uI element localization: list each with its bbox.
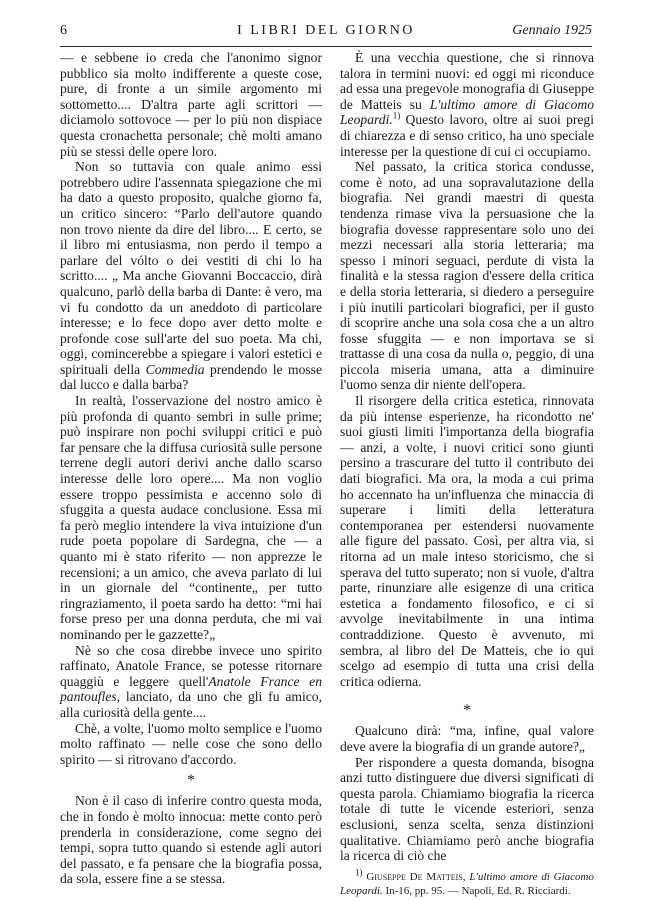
footnote-author: Giuseppe De Matteis, (366, 870, 466, 883)
section-separator: * (187, 772, 195, 790)
paragraph-text: Non so tuttavia con quale animo essi potrebbero udire l'assennata spiegazione che mi ha dato a questo proposito, qualche giorno fa, un critico sincero: “Parlo dell'autore quando non trovo niente da dire del libro.... E certo, se il libro mi entusiasma, non perdo il tempo a parlare del vólto o dei vestiti di chi lo ha scritto.... „ Ma anche Giovanni Boccaccio, dirà qualcuno, parlò della barba di Dante: è vero, ma vi fu condotto da un aneddoto di particolare interesse; e lo fece dopo aver detto molte e profonde cose sull'arte del suo poeta. Ma chi, oggi, comincerebbe a spiegare i valori estetici e spirituali della (60, 159, 322, 377)
work-title: Commedia (145, 361, 205, 377)
paragraph: Chè, a volte, l'uomo molto semplice e l'uomo molto raffinato — nelle cose che sono dello spirito — si ritrovano d'accordo. (60, 720, 322, 767)
paragraph: Nel passato, la critica storica condusse, come è noto, ad una sopravalutazione della biografia. Nei grandi maestri di questa tendenza rimase viva la persuasione che la biografia dovesse rappresentare solo uno dei mezzi necessari alla storia letteraria; ma spesso i minori seguaci, perdute di vista la finalità e la stessa ragion d'essere della critica e della storia letteraria, si diedero a perseguire i più inutili particolari biografici, per il gusto di scoprire anche una sola cosa che a un altro fosse sfuggita — e non importava se si trattasse di una cosa da nulla o, peggio, di una piccola miseria umana, atta a diminuire l'uomo senza dir niente dell'opera. (340, 159, 594, 393)
footnote-mark: 1) (355, 867, 363, 878)
work-title: Anatole France en pantoufles, (60, 673, 322, 705)
issue-date: Gennaio 1925 (512, 23, 592, 38)
running-header (60, 21, 592, 41)
paragraph-text: È una vecchia questione, che si rinnova talora in termini nuovi: ed oggi mi riconduce ad essa una pregevole monografia di Giuseppe de Matteis su (340, 50, 594, 112)
paragraph (60, 159, 322, 393)
footnote-ref: 1) (392, 110, 401, 121)
right-column (340, 50, 594, 898)
section-separator: * (463, 702, 471, 720)
paragraph-text: prendendo le mosse dal lucco e dalla barba? (60, 361, 322, 393)
paragraph-text: lanciato, da uno che gli fu amico, alla curiosità della gente.... (60, 689, 322, 720)
footnote-title: L'ultimo amore di Giacomo Leopardi. (340, 870, 594, 897)
footnote (340, 867, 594, 898)
running-title: I LIBRI DEL GIORNO (237, 23, 415, 38)
paragraph-text: Nè so che cosa direbbe invece uno spirito raffinato, Anatole France, se potesse ritornare quaggiù e leggere quell' (60, 642, 322, 689)
header-rule (60, 46, 592, 47)
paragraph: Qualcuno dirà: “ma, infine, qual valore deve avere la biografia di un grande autore?„ (340, 723, 594, 754)
paragraph: Non è il caso di inferire contro questa moda, che in fondo è molto innocua: mette conto però prenderla in considerazione, come segno dei tempi, sopra tutto quando si estende agli autori del passato, e fa pensare che la biografia possa, da sola, essere fine a se stessa. (60, 793, 322, 887)
footnote-details: In-16, pp. 95. — Napoli, Ed. R. Ricciardi. (385, 884, 571, 897)
paragraph-text: Questo lavoro, oltre ai suoi pregi di chiarezza e di senso critico, ha uno speciale interesse per la questione di cui ci occupiamo. (340, 112, 594, 159)
paragraph: — e sebbene io creda che l'anonimo signor pubblico sia molto indifferente a queste cose, pure, di fronte a un simile argomento mi sottometto.... D'altra parte agli scrittori — diciamolo sottovoce — per lo più non dispiace questa cronachetta personale; chè molti amano più se stessi delle opere loro. (60, 50, 322, 159)
paragraph (340, 50, 594, 159)
paragraph: In realtà, l'osservazione del nostro amico è più profonda di quanto sembri in sulle prime; può inspirare non pochi sviluppi critici e può far pensare che la diffusa curiosità sulle persone terrene degli autori derivi anche dallo scarso interesse delle loro opere.... Ma non voglio essere troppo pessimista e accenno solo di sfuggita a questa audace conclusione. Essa mi fa però meglio intendere la viva intuizione d'un rude poeta popolare di Sardegna, che — a quanto mi è stato riferito — non apprezze le recensioni; a un amico, che aveva parlato di lui in un giornale del “continente„ per tutto ringraziamento, il poeta sardo ha detto: “mi hai forse preso per una donna perduta, che mi vai nominando per le gazzette?„ (60, 393, 322, 642)
paragraph: Per rispondere a questa domanda, bisogna anzi tutto distinguere due diversi significati di questa parola. Chiamiamo biografia la ricerca totale di tutte le vicende esteriori, senza esclusioni, senza scelta, senza distinzioni qualitative. Chiamiamo però anche biografia la ricerca di ciò che (340, 754, 594, 864)
paragraph (60, 643, 322, 721)
work-title: L'ultimo amore di Giacomo Leopardi. (340, 96, 594, 128)
paragraph: Il risorgere della critica estetica, rinnovata da più intense esperienze, ha ricondotto ne' suoi giusti limiti l'importanza della biografia — anzi, a volte, i nuovi critici sono giunti persino a trascurare del tutto il contributo dei dati biografici. Ma ora, la moda a cui prima ho accennato ha un'influenza che minaccia di superare i limiti della letteratura contemporanea per estendersi nuovamente alle figure del passato. Così, per altra via, si ritorna ad un male inteso storicismo, che si sperava del tutto superato; non si vuole, d'altra parte, rinunziare alle esigenze di una critica estetica a fondamento filosofico, e ci si avvolge inevitabilmente in una intima contraddizione. Questo è avvenuto, mi sembra, al libro del De Matteis, che io qui scelgo ad esempio di tutta una crisi della critica odierna. (340, 393, 594, 689)
page-number: 6 (60, 23, 67, 38)
left-column (60, 50, 322, 887)
